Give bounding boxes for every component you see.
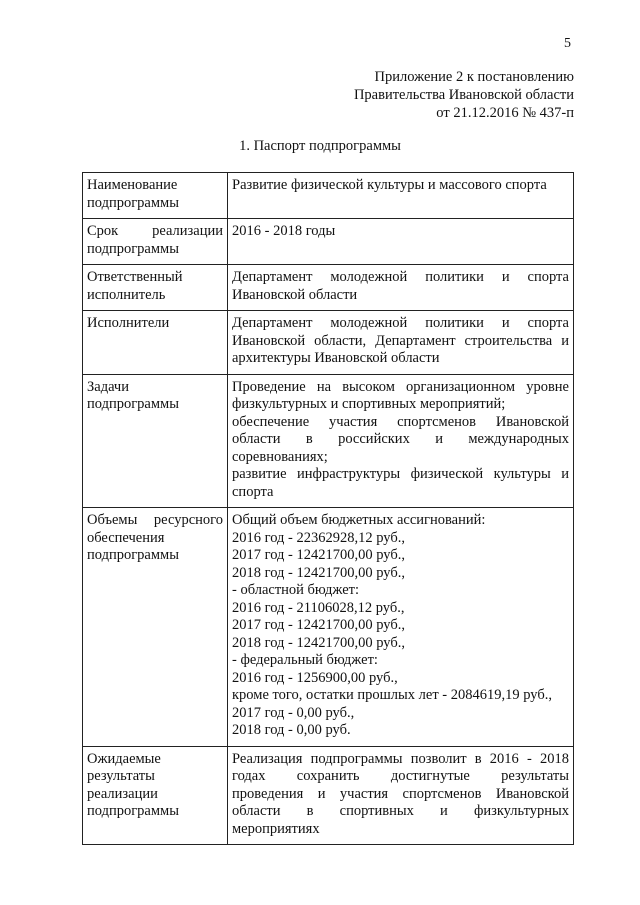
attachment-header <box>354 68 574 122</box>
label-line: реализации <box>87 785 158 802</box>
label-line: обеспечения <box>87 529 165 546</box>
row-label <box>83 173 228 219</box>
table-row <box>83 508 574 747</box>
label-line: Наименование <box>87 177 178 193</box>
label-line: Объемы ресурсного <box>87 512 223 528</box>
value-line: - областной бюджет: <box>232 582 360 598</box>
label-line: Срок реализации <box>87 223 223 239</box>
table-row <box>83 265 574 311</box>
row-value <box>228 219 574 265</box>
passport-table <box>82 172 574 845</box>
page-number: 5 <box>564 36 571 51</box>
attachment-line: Правительства Ивановской области <box>353 87 574 103</box>
label-line: Ожидаемые <box>87 750 161 767</box>
value-line: Общий объем бюджетных ассигнований: <box>232 512 486 528</box>
document-title: 1. Паспорт подпрограммы <box>239 138 401 154</box>
table-row <box>83 173 574 219</box>
value-line: 2017 год - 0,00 руб., <box>232 704 355 721</box>
row-value <box>228 746 574 845</box>
attachment-line: Приложение 2 к постановлению <box>374 69 574 85</box>
value-line: 2017 год - 12421700,00 руб., <box>232 547 405 563</box>
value-line: Развитие физической культуры и массового спорта <box>232 177 547 193</box>
label-line: подпрограммы <box>87 803 179 819</box>
row-value <box>228 508 574 747</box>
value-line: Реализация подпрограммы позволит в 2016 - 2018 <box>232 750 569 767</box>
row-label <box>83 374 228 508</box>
value-line: Проведение на высоком организационном уровне <box>232 378 569 395</box>
table-row <box>83 374 574 508</box>
row-value <box>228 311 574 375</box>
row-label <box>83 746 228 845</box>
value-line: области в российских и международных <box>232 431 569 447</box>
value-line: области в спортивных и физкультурных <box>232 803 569 819</box>
label-line: исполнитель <box>87 286 166 303</box>
value-line: физкультурных и спортивных мероприятий; <box>232 396 506 412</box>
value-line: кроме того, остатки прошлых лет - 2084619,19 руб., <box>232 687 552 703</box>
row-value <box>228 265 574 311</box>
attachment-line: от 21.12.2016 № 437-п <box>436 105 574 121</box>
value-line: 2018 год - 12421700,00 руб., <box>232 634 405 651</box>
label-line: Исполнители <box>87 315 170 331</box>
table-row <box>83 311 574 375</box>
value-line: 2016 год - 1256900,00 руб., <box>232 669 398 686</box>
value-line: 2016 год - 22362928,12 руб., <box>232 529 405 546</box>
value-line: годах сохранить достигнутые результаты <box>232 768 569 784</box>
row-label <box>83 219 228 265</box>
row-label <box>83 265 228 311</box>
value-line: 2016 год - 21106028,12 руб., <box>232 599 405 616</box>
value-line: Департамент молодежной политики и спорта <box>232 315 569 331</box>
row-value <box>228 374 574 508</box>
label-line: Задачи <box>87 378 129 395</box>
value-line: 2016 - 2018 годы <box>232 223 336 239</box>
value-line: Ивановской области, Департамент строительства и <box>232 332 569 349</box>
value-line: спорта <box>232 483 274 500</box>
value-line: проведения и участия спортсменов Ивановской <box>232 785 569 802</box>
value-line: 2018 год - 12421700,00 руб., <box>232 564 405 581</box>
row-value <box>228 173 574 219</box>
value-line: Департамент молодежной политики и спорта <box>232 269 569 285</box>
value-line: обеспечение участия спортсменов Ивановской <box>232 413 569 430</box>
label-line: результаты <box>87 768 155 784</box>
value-line: Ивановской области <box>232 286 358 303</box>
label-line: подпрограммы <box>87 194 179 211</box>
value-line: развитие инфраструктуры физической культуры и <box>232 466 569 482</box>
value-line: 2018 год - 0,00 руб. <box>232 722 351 738</box>
label-line: Ответственный <box>87 269 183 285</box>
label-line: подпрограммы <box>87 396 179 412</box>
label-line: подпрограммы <box>87 240 179 257</box>
value-line: 2017 год - 12421700,00 руб., <box>232 617 405 633</box>
value-line: мероприятиях <box>232 820 320 837</box>
value-line: - федеральный бюджет: <box>232 652 378 668</box>
row-label <box>83 311 228 375</box>
label-line: подпрограммы <box>87 547 179 563</box>
row-label <box>83 508 228 747</box>
table-row <box>83 746 574 845</box>
value-line: соревнованиях; <box>232 448 328 465</box>
value-line: архитектуры Ивановской области <box>232 350 440 366</box>
table-row <box>83 219 574 265</box>
